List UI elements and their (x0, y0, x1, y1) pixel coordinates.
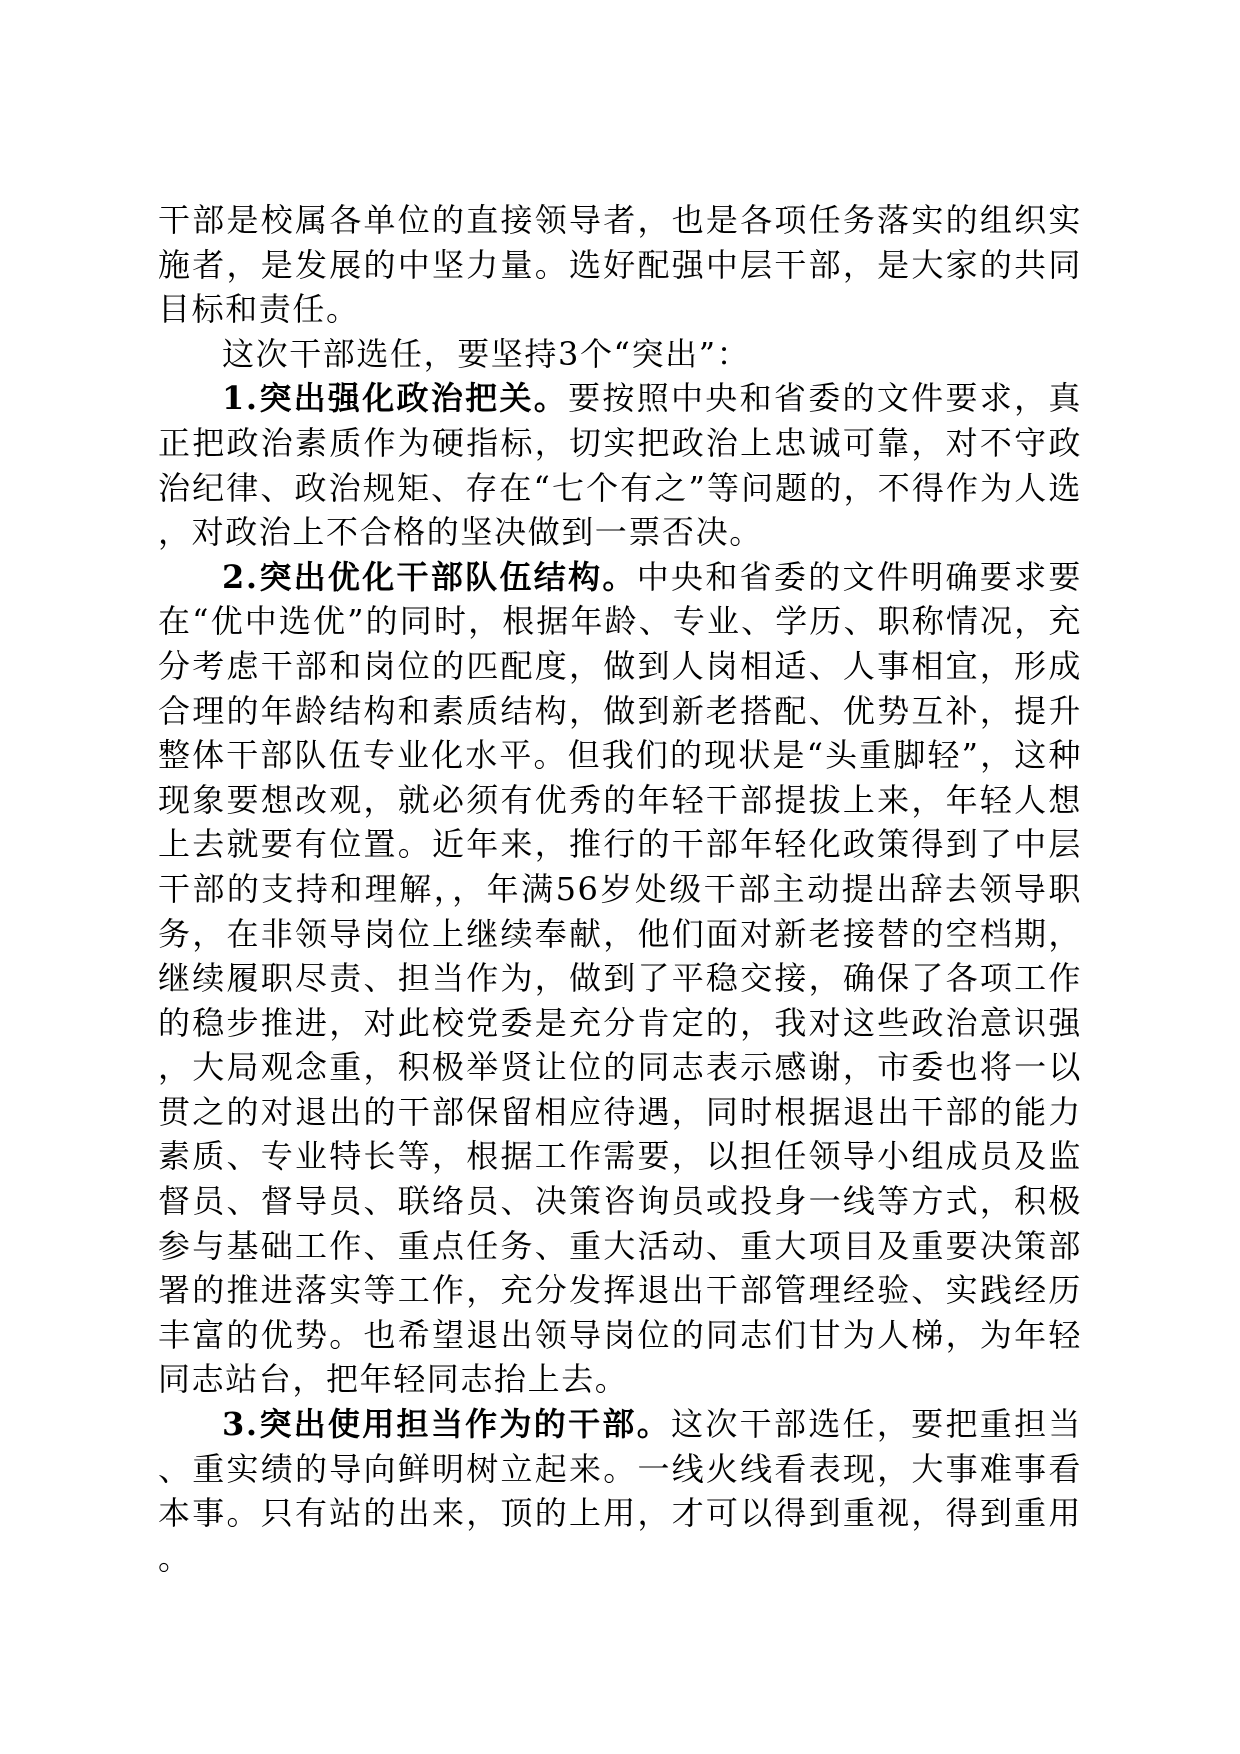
point-1-heading: 1.突出强化政治把关。 (222, 379, 569, 418)
paragraph-point-2 (158, 555, 1082, 1402)
paragraph-text: 这次干部选任，要坚持3个“突出”： (222, 334, 751, 373)
point-2-heading: 2.突出优化干部队伍结构。 (222, 557, 637, 596)
paragraph-point-3 (158, 1402, 1082, 1580)
paragraph-three-points (158, 332, 1082, 377)
paragraph-text: 这次干部选任，要把重担当、重实绩的导向鲜明树立起来。一线火线看表现，大事难事看本事。只有站的出来，顶的上用，才可以得到重视，得到重用。 (158, 1405, 1083, 1577)
paragraph-point-1 (158, 376, 1082, 554)
paragraph-intro (158, 198, 1082, 332)
point-3-heading: 3.突出使用担当作为的干部。 (222, 1405, 672, 1444)
paragraph-text: 中央和省委的文件明确要求要在“优中选优”的同时，根据年龄、专业、学历、职称情况，充分考虑干部和岗位的匹配度，做到人岗相适、人事相宜，形成合理的年龄结构和素质结构，做到新老搭配、优势互补，提升整体干部队伍专业化水平。但我们的现状是“头重脚轻”，这种现象要想改观，就必须有优秀的年轻干部提拔上来，年轻人想上去就要有位置。近年来，推行的干部年轻化政策得到了中层干部的支持和理解，，年满56岁处级干部主动提出辞去领导职务，在非领导岗位上继续奉献，他们面对新老接替的空档期，继续履职尽责、担当作为，做到了平稳交接，确保了各项工作的稳步推进，对此校党委是充分肯定的，我对这些政治意识强，大局观念重，积极举贤让位的同志表示感谢，市委也将一以贯之的对退出的干部保留相应待遇，同时根据退出干部的能力素质、专业特长等，根据工作需要，以担任领导小组成员及监督员、督导员、联络员、决策咨询员或投身一线等方式，积极参与基础工作、重点任务、重大活动、重大项目及重要决策部署的推进落实等工作，充分发挥退出干部管理经验、实践经历丰富的优势。也希望退出领导岗位的同志们甘为人梯，为年轻同志站台，把年轻同志抬上去。 (158, 557, 1082, 1399)
document-body (158, 198, 1082, 1580)
paragraph-text: 干部是校属各单位的直接领导者，也是各项任务落实的组织实施者，是发展的中坚力量。选好配强中层干部，是大家的共同目标和责任。 (158, 201, 1082, 329)
paragraph-text: 要按照中央和省委的文件要求，真正把政治素质作为硬指标，切实把政治上忠诚可靠，对不守政治纪律、政治规矩、存在“七个有之”等问题的，不得作为人选，对政治上不合格的坚决做到一票否决。 (158, 379, 1082, 552)
